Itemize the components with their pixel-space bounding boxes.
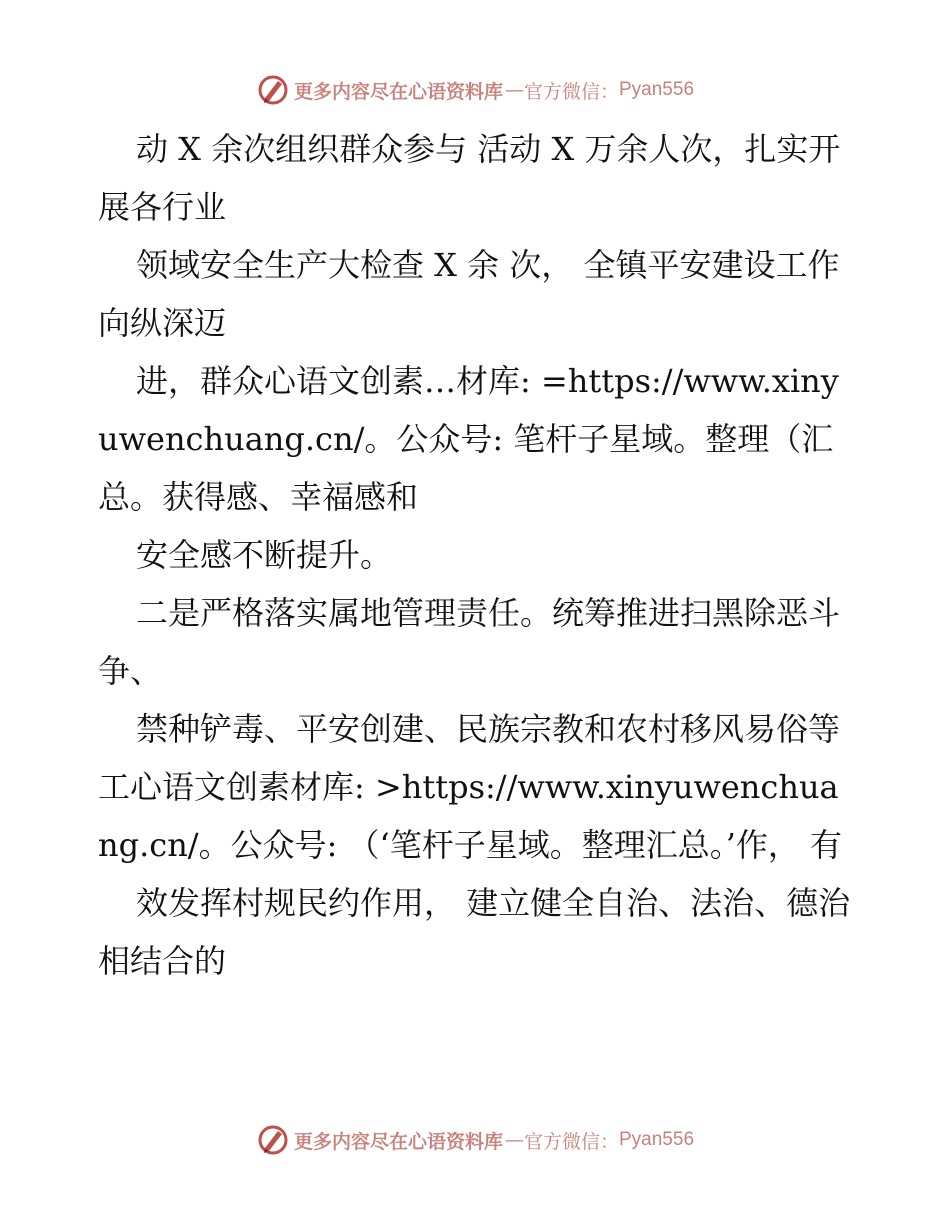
banner-wechat-label: 官方微信： xyxy=(523,80,619,103)
banner-wechat-id: Pyan556 xyxy=(619,79,695,100)
paragraph: 动 X 余次组织群众参与 活动 X 万余人次，扎实开展各行业 xyxy=(98,130,841,226)
pen-logo-icon xyxy=(256,1123,290,1157)
paragraph: 安全感不断提升。 xyxy=(136,536,393,574)
banner-title: 更多内容尽在心语资料库 xyxy=(293,80,503,103)
paragraph: 效发挥村规民约作用， 建立健全自治、法治、德治相结合的 xyxy=(98,884,851,980)
footer-watermark-banner xyxy=(0,1122,950,1158)
paragraph: 禁种铲毒、平安创建、民族宗教和农村移风易俗等工心语文创素材库: >https://www.xinyuwenchuang.cn/。公众号: （‘笔杆子星域。整理汇总。’作， 有 xyxy=(98,710,843,864)
banner-title: 更多内容尽在心语资料库 xyxy=(293,1130,503,1153)
banner-wechat-id: Pyan556 xyxy=(619,1129,695,1150)
banner-separator: — xyxy=(504,1129,524,1151)
banner-wechat-label: 官方微信： xyxy=(523,1130,619,1153)
document-body xyxy=(98,120,858,990)
header-watermark-banner xyxy=(0,72,950,108)
paragraph: 领域安全生产大检查 X 余 次， 全镇平安建设工作向纵深迈 xyxy=(98,246,840,342)
banner-separator: — xyxy=(504,79,524,101)
pen-logo-icon xyxy=(256,73,290,107)
paragraph: 进，群众心语文创素…材库: =https://www.xinyuwenchuang.cn/。公众号: 笔杆子星域。整理（汇总。获得感、幸福感和 xyxy=(98,362,839,516)
paragraph: 二是严格落实属地管理责任。统筹推进扫黑除恶斗争、 xyxy=(98,594,841,690)
